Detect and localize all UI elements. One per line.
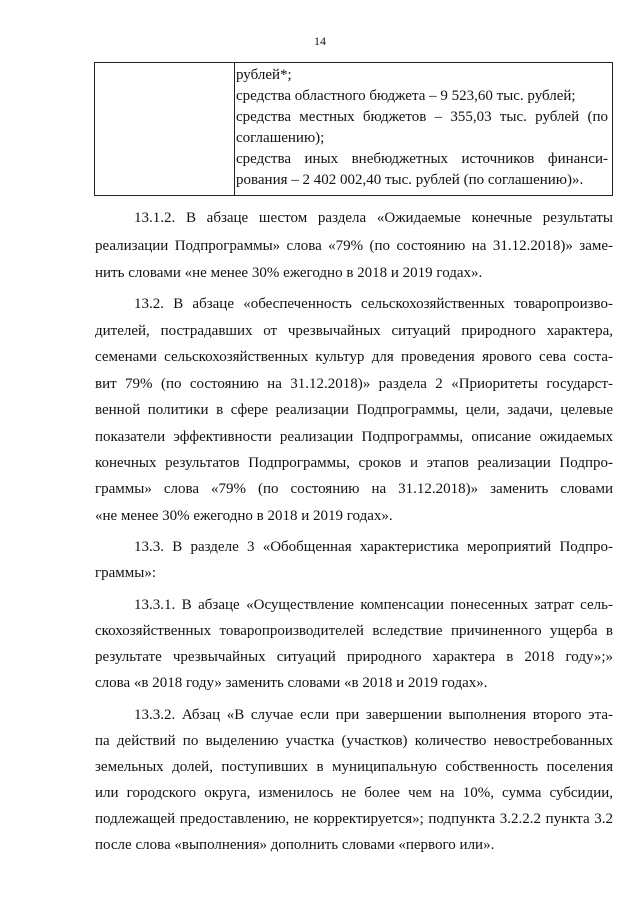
paragraph-line: 13.1.2. В абзаце шестом раздела «Ожидаемые конечные результаты [134,210,613,226]
paragraph-line: реализации Подпрограммы» слова «79% (по состоянию на 31.12.2018)» заме- [95,238,613,254]
paragraph-line: или городского округа, изменилось не более чем на 10%, сумма субсидии, [95,785,613,801]
paragraph-line: вит 79% (по состоянию на 31.12.2018)» раздела 2 «Приоритеты государст- [95,376,613,392]
paragraph-line: граммы»: [95,565,157,581]
table-line: рования – 2 402 002,40 тыс. рублей (по соглашению)». [236,172,584,188]
paragraph-line: па действий по выделению участка (участков) количество невостребованных [95,733,613,749]
paragraph-line: слова «в 2018 году» заменить словами «в 2018 и 2019 годах». [95,675,488,691]
paragraph-line: семенами сельскохозяйственных культур для проведения ярового сева соста- [95,349,613,365]
paragraph-line: 13.3. В разделе 3 «Обобщенная характеристика мероприятий Подпро- [134,539,613,555]
paragraph-line: 13.3.2. Абзац «В случае если при завершении выполнения второго эта- [134,707,613,723]
paragraph-line: показатели эффективности реализации Подпрограммы, описание ожидаемых [95,429,613,445]
paragraph-line: скохозяйственных товаропроизводителей вследствие причиненного ущерба в [95,623,613,639]
paragraph-line: 13.3.1. В абзаце «Осуществление компенсации понесенных затрат сель- [134,597,613,613]
paragraph-line: 13.2. В абзаце «обеспеченность сельскохозяйственных товаропроизво- [134,296,613,312]
table-line: средства иных внебюджетных источников финанси- [236,151,608,167]
paragraph-line: венной политики в сфере реализации Подпрограммы, цели, задачи, целевые [95,402,613,418]
paragraph-line: подлежащей предоставлению, не корректируется»; подпункта 3.2.2.2 пункта 3.2 [95,811,613,827]
paragraph-line: граммы» слова «79% (по состоянию на 31.12.2018)» заменить словами [95,481,613,497]
table-line: рублей*; [236,67,292,83]
paragraph-line: нить словами «не менее 30% ежегодно в 2018 и 2019 годах». [95,265,483,281]
paragraph-line: результате чрезвычайных ситуаций природного характера в 2018 году»;» [95,649,613,665]
page-number: 14 [314,34,326,48]
table-fragment [94,62,613,196]
paragraph-line: дителей, пострадавших от чрезвычайных ситуаций природного характера, [95,323,613,339]
table-right-column [236,65,608,191]
paragraph-line: «не менее 30% ежегодно в 2018 и 2019 годах». [95,508,393,524]
paragraph-line: земельных долей, поступивших в муниципальную собственность поселения [95,759,613,775]
table-line: средства местных бюджетов – 355,03 тыс. рублей (по [236,109,608,125]
table-line: средства областного бюджета – 9 523,60 тыс. рублей; [236,88,576,104]
paragraph-line: конечных результатов Подпрограммы, сроков и этапов реализации Подпро- [95,455,613,471]
table-left-column [95,63,235,195]
paragraph-line: после слова «выполнения» дополнить словами «первого или». [95,837,495,853]
table-line: соглашению); [236,130,325,146]
